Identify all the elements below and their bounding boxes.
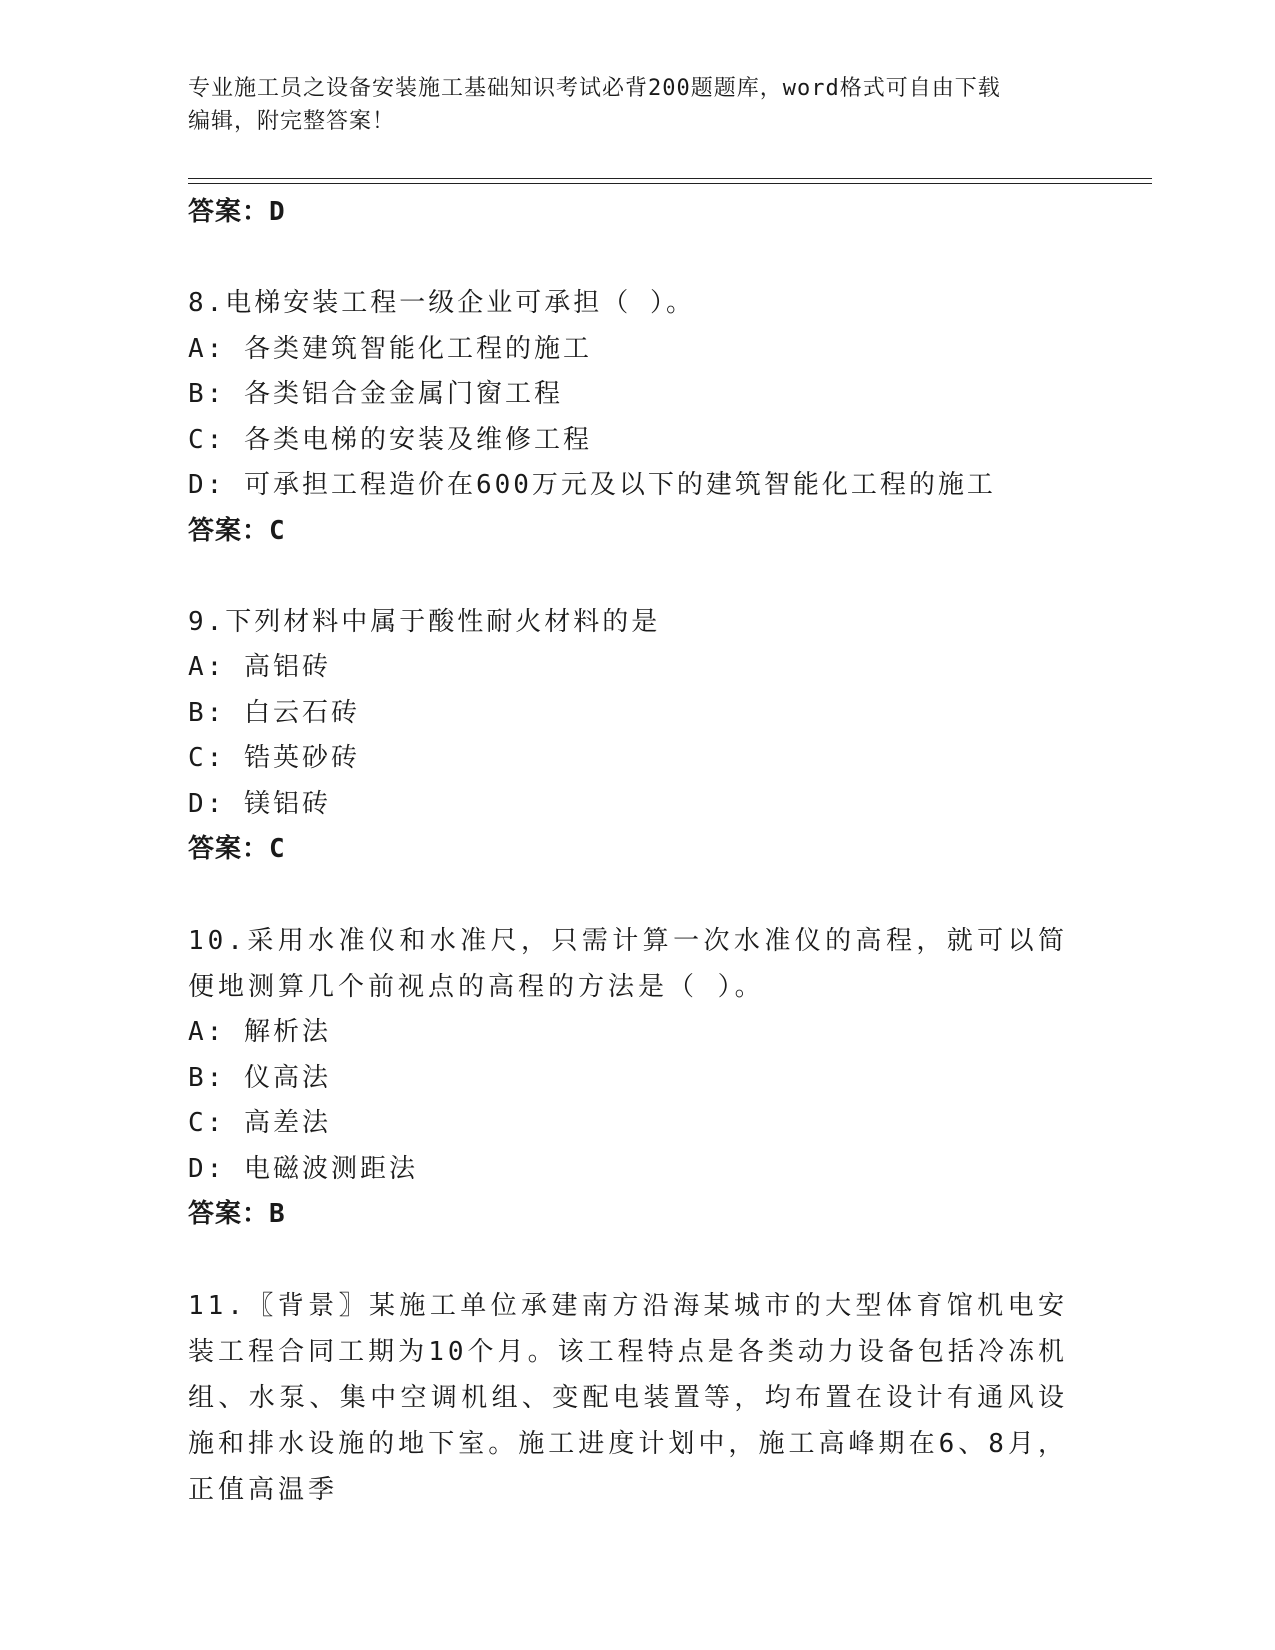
question-block <box>188 918 1088 1238</box>
document-body <box>188 190 1088 1513</box>
option-b: B: 白云石砖 <box>188 697 360 728</box>
option-d: D: 镁铝砖 <box>188 788 331 819</box>
option-c: C: 高差法 <box>188 1108 331 1138</box>
spacer <box>188 873 1088 919</box>
option-c: C: 锆英砂砖 <box>188 743 360 773</box>
option-a: A: 各类建筑智能化工程的施工 <box>188 333 592 364</box>
spacer <box>188 554 1088 600</box>
option-a: A: 高铝砖 <box>188 652 331 682</box>
previous-answer: 答案：D <box>188 197 286 227</box>
question-block <box>188 600 1088 873</box>
option-d: D: 可承担工程造价在600万元及以下的建筑智能化工程的施工 <box>188 470 996 500</box>
question-answer: 答案：C <box>188 834 286 864</box>
question-block <box>188 1283 1088 1513</box>
option-c: C: 各类电梯的安装及维修工程 <box>188 424 592 455</box>
question-title: 8.电梯安装工程一级企业可承担（ ）。 <box>188 288 695 318</box>
question-title: 11.〖背景〗某施工单位承建南方沿海某城市的大型体育馆机电安装工程合同工期为10个月。该工程特点是各类动力设备包括冷冻机组、水泵、集中空调机组、变配电装置等，均布置在设计有通风设施和排水设施的地下室。施工进度计划中，施工高峰期在6、8月，正值高温季 <box>188 1291 1068 1505</box>
question-answer: 答案：B <box>188 1199 286 1229</box>
spacer <box>188 236 1088 282</box>
header-line-1: 专业施工员之设备安装施工基础知识考试必背200题题库，word格式可自由下载 <box>188 76 1001 101</box>
question-title: 10.采用水准仪和水准尺，只需计算一次水准仪的高程，就可以简便地测算几个前视点的高程的方法是（ ）。 <box>188 926 1068 1002</box>
question-answer: 答案：C <box>188 515 286 546</box>
option-b: B: 仪高法 <box>188 1062 331 1093</box>
document-header <box>188 72 1088 138</box>
question-block <box>188 281 1088 554</box>
spacer <box>188 1238 1088 1284</box>
header-divider-bottom <box>188 183 1152 184</box>
option-d: D: 电磁波测距法 <box>188 1153 418 1184</box>
option-a: A: 解析法 <box>188 1017 331 1047</box>
option-b: B: 各类铝合金金属门窗工程 <box>188 379 563 409</box>
header-divider-top <box>188 178 1152 179</box>
question-title: 9.下列材料中属于酸性耐火材料的是 <box>188 606 661 637</box>
header-line-2: 编辑，附完整答案！ <box>188 109 396 134</box>
